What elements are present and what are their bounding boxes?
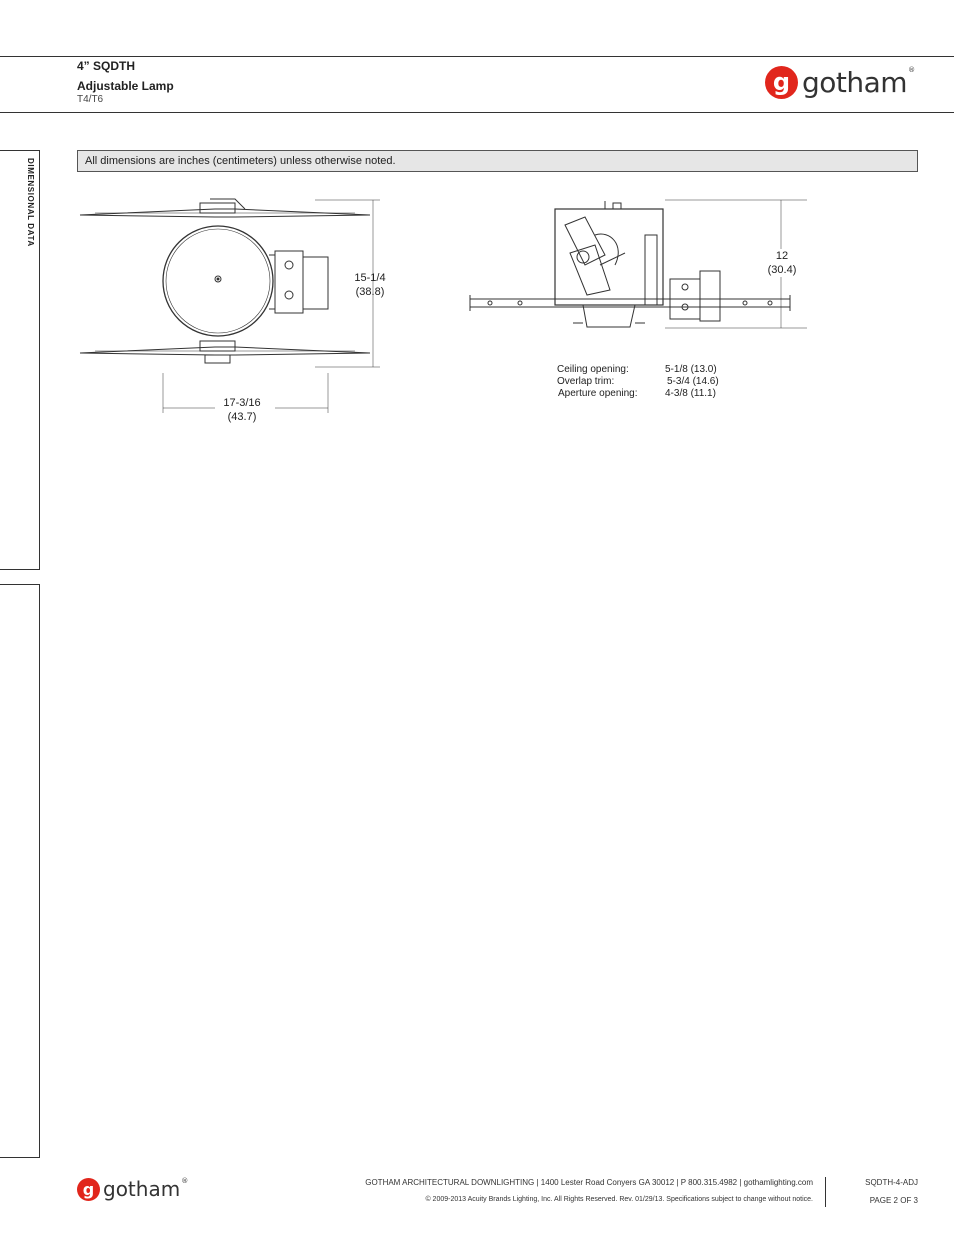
side-height-inches: 12	[775, 250, 789, 262]
footer-copyright: © 2009-2013 Acuity Brands Lighting, Inc. All Rights Reserved. Rev. 01/29/13. Specifications subject to change without notice.	[425, 1196, 813, 1203]
product-subtitle: Adjustable Lamp	[77, 79, 174, 93]
header-bottom-rule	[0, 112, 954, 113]
sidebar-label: DIMENSIONAL DATA	[26, 158, 35, 247]
lamp-type: T4/T6	[77, 94, 104, 105]
footer-divider	[825, 1177, 826, 1207]
side-height-cm: (30.4)	[767, 264, 797, 276]
plan-width-inches: 17-3/16	[223, 397, 261, 409]
footer-brand-wordmark: gotham®	[103, 1177, 189, 1201]
spec-ceiling-opening: Ceiling opening: 5-1/8 (13.0)	[557, 364, 717, 375]
spec-aperture-opening: Aperture opening: 4-3/8 (11.1)	[558, 388, 716, 399]
plan-width-cm: (43.7)	[227, 411, 257, 423]
brand-logo	[765, 66, 915, 99]
plan-height-cm: (38.8)	[355, 286, 385, 298]
spec-overlap-trim: Overlap trim: 5-3/4 (14.6)	[557, 376, 719, 387]
brand-wordmark: gotham®	[802, 66, 915, 99]
footer-brand-logo	[77, 1177, 188, 1201]
plan-height-inches: 15-1/4	[354, 272, 386, 284]
plan-width-dimension	[215, 396, 269, 424]
dimensions-note: All dimensions are inches (centimeters) unless otherwise noted.	[77, 150, 918, 172]
footer-doc-code: SQDTH-4-ADJ	[865, 1178, 918, 1187]
brand-mark-icon: g	[765, 66, 798, 99]
header-top-rule	[0, 56, 954, 57]
side-height-dimension	[760, 249, 804, 277]
plan-view-drawing	[75, 195, 385, 425]
plan-height-dimension	[345, 271, 395, 299]
footer-page-number: PAGE 2 OF 3	[869, 1196, 918, 1205]
opening-specs	[557, 364, 719, 400]
side-view-drawing	[465, 195, 810, 335]
footer-brand-mark-icon: g	[77, 1178, 100, 1201]
product-title: 4” SQDTH	[77, 59, 136, 73]
footer-company-line: GOTHAM ARCHITECTURAL DOWNLIGHTING | 1400 Lester Road Conyers GA 30012 | P 800.315.4982 | gothamlighting.com	[365, 1178, 813, 1187]
sidebar-tab-empty	[0, 584, 40, 1158]
